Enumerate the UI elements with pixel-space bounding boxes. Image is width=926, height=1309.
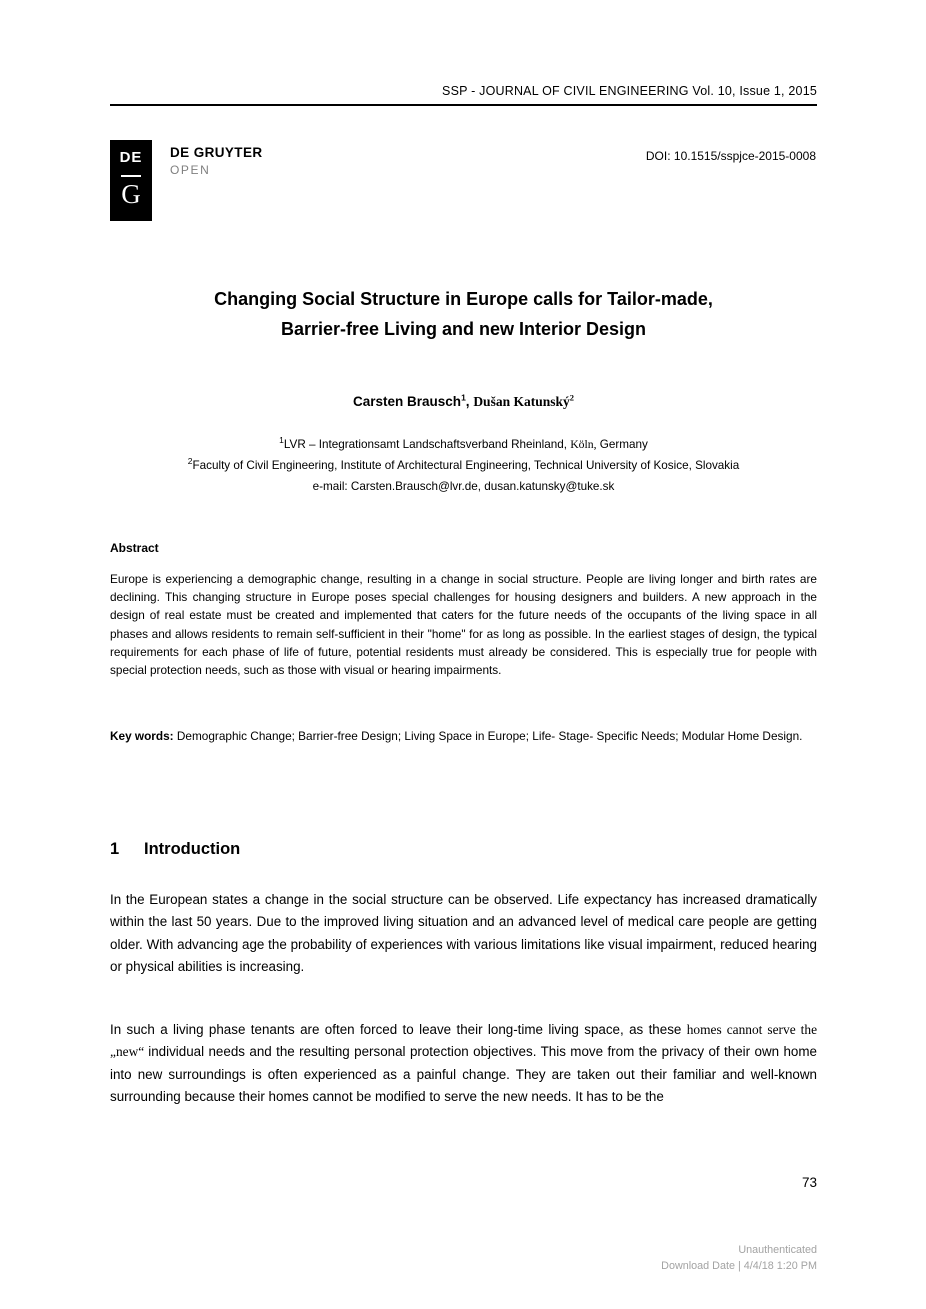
keywords-line	[110, 727, 817, 745]
author-separator: ,	[465, 394, 474, 409]
section-1-title: Introduction	[144, 840, 241, 858]
affiliation-1-sup: 1	[279, 435, 284, 446]
abstract-heading: Abstract	[110, 541, 159, 555]
affiliation-1	[110, 434, 817, 455]
affiliation-1-text-b: Germany	[596, 438, 648, 451]
paper-title-line2: Barrier-free Living and new Interior Design	[280, 319, 647, 339]
doi-text: DOI: 10.1515/sspjce-2015-0008	[645, 149, 816, 163]
affiliation-2	[110, 455, 817, 476]
author-2: Dušan Katunský	[473, 394, 570, 409]
intro-paragraph-2-text-a: In such a living phase tenants are often forced to leave their long-time living space, as these	[110, 1022, 687, 1037]
author-2-sup: 2	[569, 392, 574, 403]
stamp-download-date: Download Date | 4/4/18 1:20 PM	[661, 1260, 817, 1272]
de-gruyter-logo-icon	[110, 140, 152, 221]
affiliation-2-text: Faculty of Civil Engineering, Institute of Architectural Engineering, Technical University of Kosice, Slovakia	[192, 459, 740, 472]
abstract-text: Europe is experiencing a demographic change, resulting in a change in social structure. People are living longer and birth rates are declining. This changing structure in Europe poses special challenges for housing designers and builders. A new approach in the design of real estate must be created and implemented that caters for the future needs of the occupants of the living space in all phases and allows residents to remain self-sufficient in their "home" for as long as possible. In the earliest stages of design, the typical requirements for each phase of life of future, potential residents must already be considered. This is especially true for people with special protection needs, such as those with visual or hearing impairments.	[110, 572, 817, 678]
intro-paragraph-2-text-b: individual needs and the resulting personal protection objectives. This move from the privacy of their own home into new surroundings is often experienced as a painful change. They are taken out their familiar and well-known surrounding because their homes cannot be modified to serve the new needs. It has to be the	[110, 1044, 817, 1105]
stamp-unauthenticated: Unauthenticated	[738, 1244, 817, 1256]
publisher-name: DE GRUYTER	[170, 145, 263, 160]
logo-de-text: DE	[119, 149, 143, 166]
section-1-number: 1	[110, 840, 120, 858]
email-line: e-mail: Carsten.Brausch@lvr.de, dusan.katunsky@tuke.sk	[312, 480, 615, 493]
keywords-text: Demographic Change; Barrier-free Design; Living Space in Europe; Life- Stage- Specific Needs; Modular Home Design.	[173, 729, 803, 743]
logo-g-text: G	[121, 179, 141, 209]
journal-header-line: SSP - JOURNAL OF CIVIL ENGINEERING Vol. 10, Issue 1, 2015	[110, 84, 817, 106]
intro-paragraph-1: In the European states a change in the social structure can be observed. Life expectancy has increased dramatically within the last 50 years. Due to the improved living situation and an advanced level of medical care people are getting older. With advancing age the probability of experiences with various limitations like visual impairment, reduced hearing or physical abilities is increasing.	[110, 892, 817, 975]
section-1-heading	[110, 840, 817, 859]
author-1-sup: 1	[461, 392, 466, 403]
affiliations-block	[110, 434, 817, 497]
paper-title	[110, 284, 817, 344]
publisher-open-label: OPEN	[170, 163, 211, 177]
paper-title-line1: Changing Social Structure in Europe calls for Tailor-made,	[214, 289, 713, 309]
authors-line	[110, 394, 817, 410]
page-number: 73	[801, 1175, 817, 1190]
publisher-name-block	[170, 145, 263, 177]
author-1: Carsten Brausch	[353, 394, 462, 409]
publisher-row	[110, 140, 817, 230]
intro-paragraph-2	[110, 1019, 817, 1109]
affiliation-1-text-serif: Köln,	[570, 438, 597, 451]
intro-paragraph-2-text-serif: homes cannot serve the „new“	[110, 1022, 818, 1060]
affiliation-2-sup: 2	[187, 456, 193, 467]
logo-divider	[121, 175, 141, 177]
download-stamp	[110, 1242, 817, 1274]
keywords-label: Key words:	[110, 729, 174, 743]
affiliation-1-text-a: LVR – Integrationsamt Landschaftsverband Rheinland,	[283, 438, 571, 451]
